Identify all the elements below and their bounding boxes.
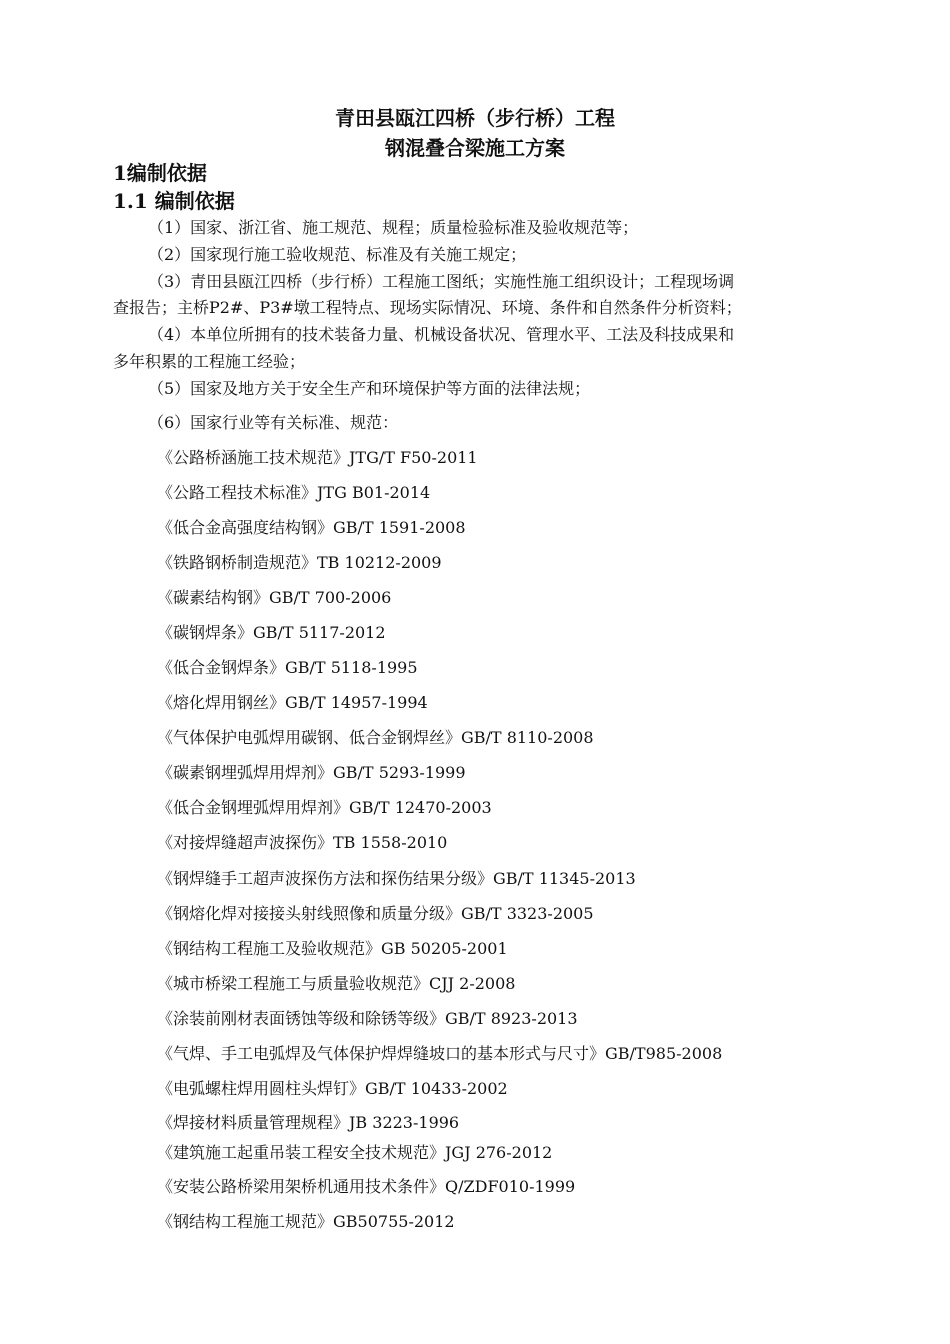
standard-item: 《钢熔化焊对接接头射线照像和质量分级》GB/T 3323-2005 [157, 904, 594, 923]
basis-item-3-continued: 查报告；主桥P2#、P3#墩工程特点、现场实际情况、环境、条件和自然条件分析资料； [113, 298, 742, 317]
standard-item: 《电弧螺柱焊用圆柱头焊钉》GB/T 10433-2002 [157, 1079, 508, 1098]
standard-item: 《碳素钢埋弧焊用焊剂》GB/T 5293-1999 [157, 763, 466, 782]
standard-item: 《安装公路桥梁用架桥机通用技术条件》Q/ZDF010-1999 [157, 1177, 576, 1196]
basis-item-6: （6）国家行业等有关标准、规范： [148, 413, 399, 432]
basis-item-4-continued: 多年积累的工程施工经验； [113, 352, 306, 371]
standard-item: 《钢焊缝手工超声波探伤方法和探伤结果分级》GB/T 11345-2013 [157, 869, 636, 888]
basis-item-2: （2）国家现行施工验收规范、标准及有关施工规定； [148, 245, 527, 264]
standard-item: 《熔化焊用钢丝》GB/T 14957-1994 [157, 693, 428, 712]
standard-item: 《对接焊缝超声波探伤》TB 1558-2010 [157, 833, 448, 852]
standard-item: 《气体保护电弧焊用碳钢、低合金钢焊丝》GB/T 8110-2008 [157, 728, 594, 747]
standard-item: 《低合金钢埋弧焊用焊剂》GB/T 12470-2003 [157, 798, 492, 817]
section-heading: 1编制依据 [113, 161, 207, 185]
basis-item-3: （3）青田县瓯江四桥（步行桥）工程施工图纸；实施性施工组织设计；工程现场调 [148, 272, 735, 291]
standard-item: 《碳素结构钢》GB/T 700-2006 [157, 588, 392, 607]
document-subtitle: 钢混叠合梁施工方案 [385, 136, 565, 160]
standard-item: 《钢结构工程施工规范》GB50755-2012 [157, 1212, 455, 1231]
basis-item-4: （4）本单位所拥有的技术装备力量、机械设备状况、管理水平、工法及科技成果和 [148, 325, 735, 344]
standard-item: 《公路工程技术标准》JTG B01-2014 [157, 483, 431, 502]
subsection-heading: 1.1 编制依据 [113, 189, 235, 213]
basis-item-5: （5）国家及地方关于安全生产和环境保护等方面的法律法规； [148, 379, 591, 398]
standard-item: 《碳钢焊条》GB/T 5117-2012 [157, 623, 386, 642]
standard-item: 《低合金高强度结构钢》GB/T 1591-2008 [157, 518, 466, 537]
standard-item: 《低合金钢焊条》GB/T 5118-1995 [157, 658, 418, 677]
document-title: 青田县瓯江四桥（步行桥）工程 [335, 106, 615, 130]
standard-item: 《涂装前刚材表面锈蚀等级和除锈等级》GB/T 8923-2013 [157, 1009, 578, 1028]
standard-item: 《城市桥梁工程施工与质量验收规范》CJJ 2-2008 [157, 974, 516, 993]
basis-item-1: （1）国家、浙江省、施工规范、规程；质量检验标准及验收规范等； [148, 218, 639, 237]
standard-item: 《焊接材料质量管理规程》JB 3223-1996 [157, 1113, 460, 1132]
standard-item: 《公路桥涵施工技术规范》JTG/T F50-2011 [157, 448, 478, 467]
standard-item: 《钢结构工程施工及验收规范》GB 50205-2001 [157, 939, 508, 958]
standard-item: 《建筑施工起重吊装工程安全技术规范》JGJ 276-2012 [157, 1143, 553, 1162]
standard-item: 《铁路钢桥制造规范》TB 10212-2009 [157, 553, 442, 572]
standard-item: 《气焊、手工电弧焊及气体保护焊焊缝坡口的基本形式与尺寸》GB/T985-2008 [157, 1044, 723, 1063]
